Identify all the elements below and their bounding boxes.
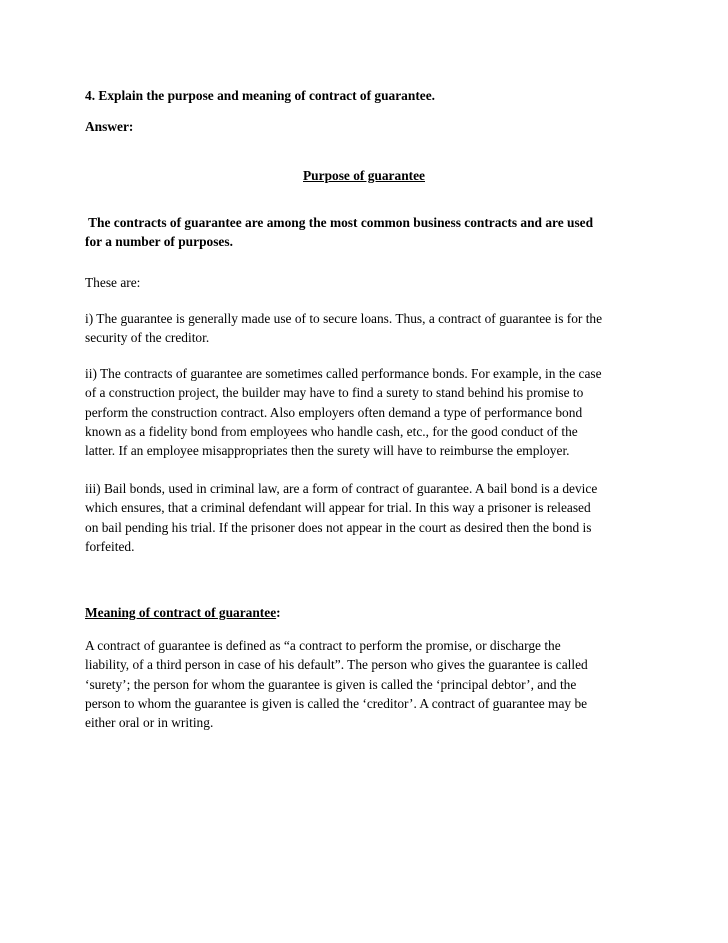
these-are-text: These are:	[85, 275, 141, 290]
purpose-point-2: ii) The contracts of guarantee are sometimes called performance bonds. For example, in the case of a construction project, the builder may have to find a surety to stand behind his promise to perform the construction contract. Also employers often demand a type of performance bond known as a fidelity bond from employees who handle cash, etc., for the good conduct of the latter. If an employee misappropriates then the surety will have to reimburse the employer.	[85, 366, 602, 459]
answer-label: Answer:	[85, 119, 134, 134]
meaning-section-title	[85, 603, 651, 622]
meaning-body-paragraph: A contract of guarantee is defined as “a contract to perform the promise, or discharge the liability, of a third person in case of his default”. The person who gives the guarantee is called ‘surety’; the person for whom the guarantee is given is called the ‘principal debtor’, and the person to whom the guarantee is given is called the ‘creditor’. A contract of guarantee may be either oral or in writing.	[85, 638, 588, 731]
question-heading: 4. Explain the purpose and meaning of contract of guarantee.	[85, 88, 436, 103]
purpose-intro-paragraph: The contracts of guarantee are among the most common business contracts and are used for a number of purposes.	[85, 215, 594, 250]
purpose-point-1: i) The guarantee is generally made use of to secure loans. Thus, a contract of guarantee is for the security of the creditor.	[85, 311, 603, 346]
purpose-section-title: Purpose of guarantee	[303, 168, 425, 183]
meaning-title-text: Meaning of contract of guarantee	[85, 605, 277, 620]
meaning-title-colon: :	[276, 605, 281, 620]
purpose-point-3: iii) Bail bonds, used in criminal law, are a form of contract of guarantee. A bail bond is a device which ensures, that a criminal defendant will appear for trial. In this way a prisoner is released on bail pending his trial. If the prisoner does not appear in the court as desired then the bond is forfeited.	[85, 481, 598, 554]
